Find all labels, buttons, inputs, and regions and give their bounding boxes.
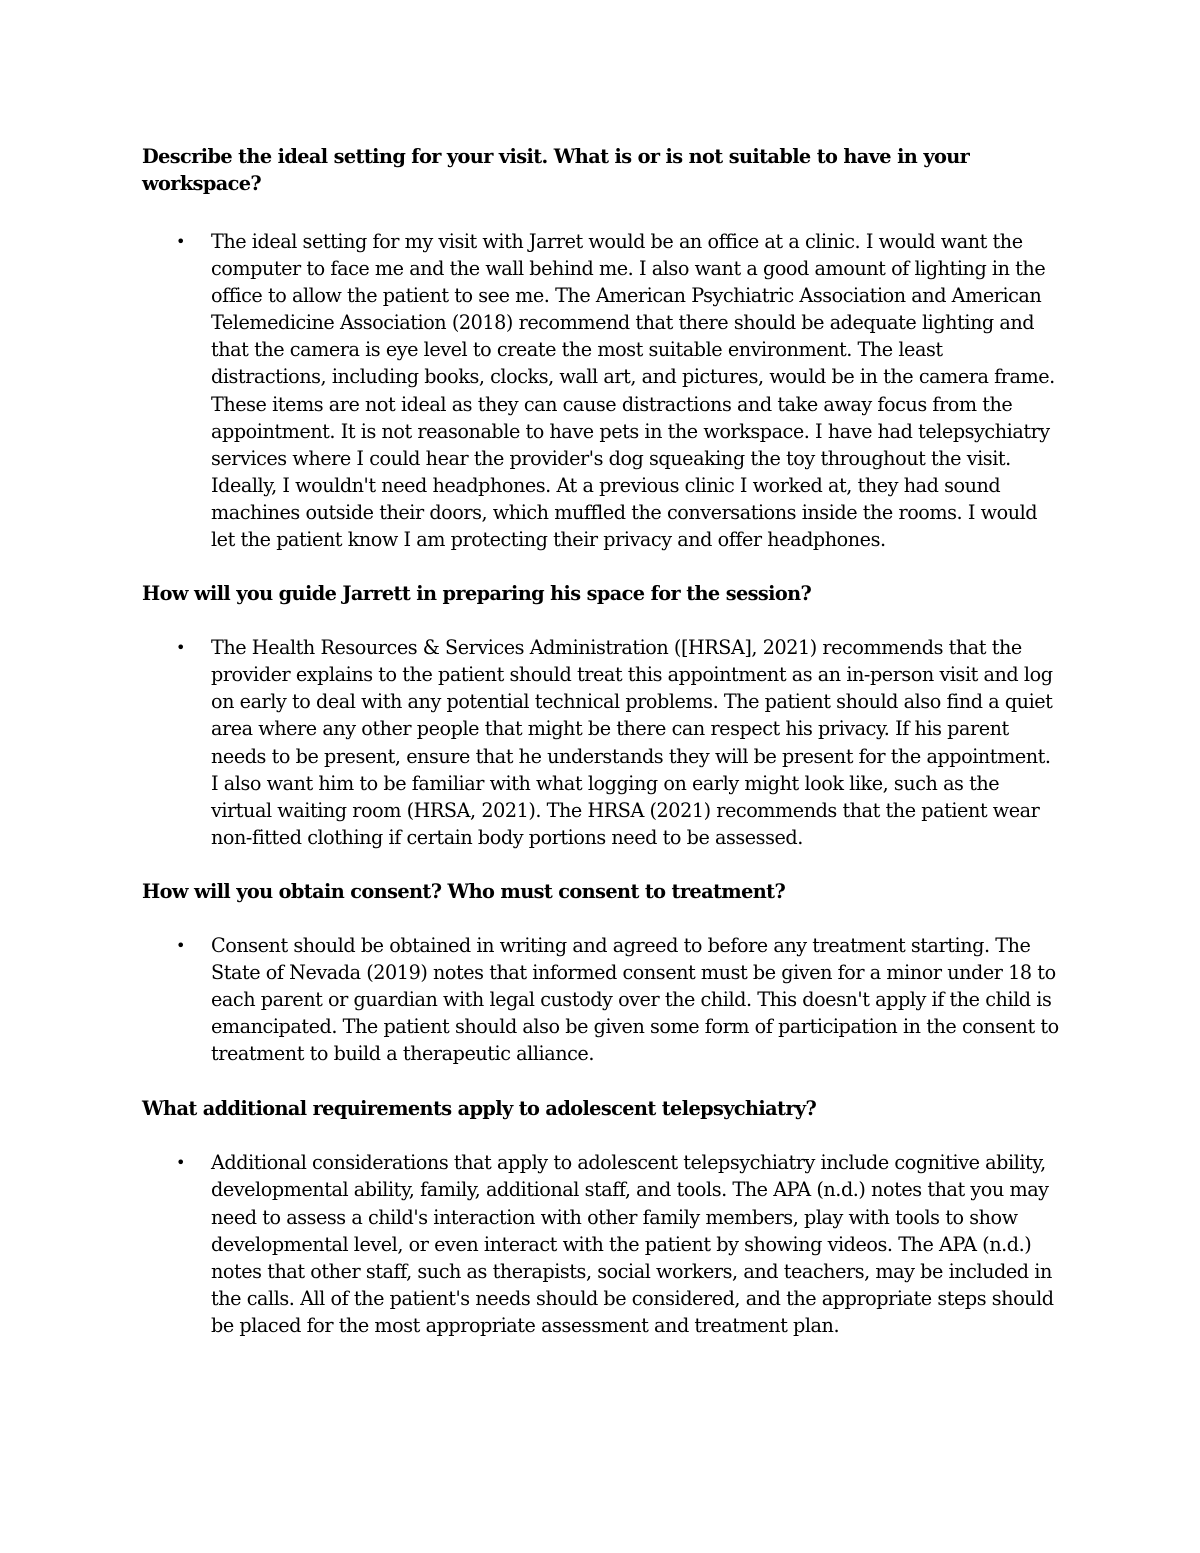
section-heading: Describe the ideal setting for your visit. What is or is not suitable to have in your workspace? xyxy=(142,145,970,195)
list-item xyxy=(142,228,1062,553)
section-heading: How will you guide Jarrett in preparing his space for the session? xyxy=(142,582,812,606)
list-item xyxy=(142,1149,1062,1339)
bullet-icon: • xyxy=(176,232,185,251)
bullet-text: The ideal setting for my visit with Jarret would be an office at a clinic. I would want the computer to face me and the wall behind me. I also want a good amount of lighting in the office to allow the patient to see me. The American Psychiatric Association and American Telemedicine Association (2018) recommend that there should be adequate lighting and that the camera is eye level to create the most suitable environment. The least distractions, including books, clocks, wall art, and pictures, would be in the camera frame. These items are not ideal as they can cause distractions and take away focus from the appointment. It is not reasonable to have pets in the workspace. I have had telepsychiatry services where I could hear the provider's dog squeaking the toy throughout the visit. Ideally, I wouldn't need headphones. At a previous clinic I worked at, they had sound machines outside their doors, which muffled the conversations inside the rooms. I would let the patient know I am protecting their privacy and offer headphones. xyxy=(211,230,1055,552)
bullet-list xyxy=(142,634,1062,851)
document-page xyxy=(142,143,1062,1339)
bullet-icon: • xyxy=(176,638,185,658)
section-heading: What additional requirements apply to adolescent telepsychiatry? xyxy=(142,1097,817,1121)
bullet-list xyxy=(142,932,1062,1067)
bullet-text: Consent should be obtained in writing and agreed to before any treatment starting. The State of Nevada (2019) notes that informed consent must be given for a minor under 18 to each parent or guardian with legal custody over the child. This doesn't apply if the child is emancipated. The patient should also be given some form of participation in the consent to treatment to build a therapeutic alliance. xyxy=(211,933,1059,1066)
section-adolescent-requirements xyxy=(142,1095,1062,1339)
bullet-text: Additional considerations that apply to adolescent telepsychiatry include cognitive ability, developmental ability, family, additional staff, and tools. The APA (n.d.) notes that you may need to assess a child's interaction with other family members, play with tools to show developmental level, or even interact with the patient by showing videos. The APA (n.d.) notes that other staff, such as therapists, social workers, and teachers, may be included in the calls. All of the patient's needs should be considered, and the appropriate steps should be placed for the most appropriate assessment and treatment plan. xyxy=(211,1151,1054,1337)
bullet-list xyxy=(142,1149,1062,1339)
section-heading: How will you obtain consent? Who must consent to treatment? xyxy=(142,879,786,903)
bullet-icon: • xyxy=(176,1153,185,1173)
bullet-text: The Health Resources & Services Administration ([HRSA], 2021) recommends that the provider explains to the patient should treat this appointment as an in-person visit and log on early to deal with any potential technical problems. The patient should also find a quiet area where any other people that might be there can respect his privacy. If his parent needs to be present, ensure that he understands they will be present for the appointment. I also want him to be familiar with what logging on early might look like, such as the virtual waiting room (HRSA, 2021). The HRSA (2021) recommends that the patient wear non-fitted clothing if certain body portions need to be assessed. xyxy=(211,636,1053,849)
section-ideal-setting xyxy=(142,143,1062,553)
section-preparing-space xyxy=(142,580,1062,851)
list-item xyxy=(142,634,1062,851)
bullet-list xyxy=(142,228,1062,553)
section-consent xyxy=(142,878,1062,1067)
bullet-icon: • xyxy=(176,935,185,955)
list-item xyxy=(142,932,1062,1067)
